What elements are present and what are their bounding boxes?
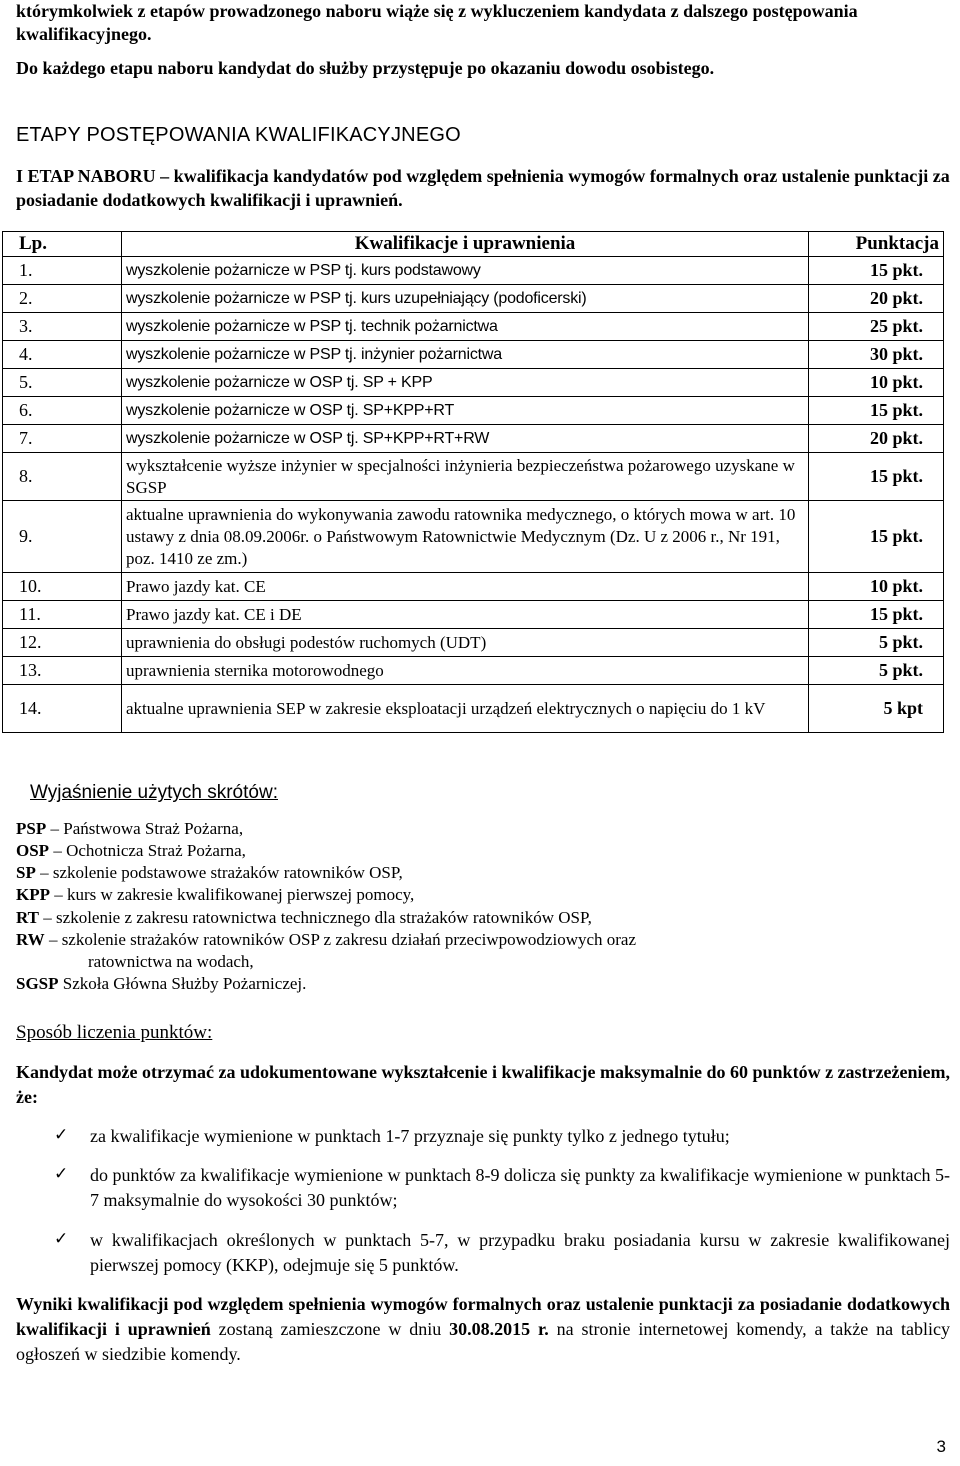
- header-qualifications: Kwalifikacje i uprawnienia: [122, 231, 809, 257]
- table-row: [3, 601, 944, 629]
- abbreviation-key: SP: [16, 863, 36, 883]
- calc-rule-text: za kwalifikacje wymienione w punktach 1-7 przyznaje się punkty tylko z jednego tytułu;: [90, 1125, 730, 1146]
- calc-rule: [16, 1228, 950, 1278]
- results-announcement: [16, 1292, 950, 1368]
- abbreviations-list: [16, 818, 950, 995]
- row-number: 9.: [3, 501, 122, 573]
- table-row: [3, 369, 944, 397]
- row-number: 10.: [3, 573, 122, 601]
- intro-id-note: Do każdego etapu naboru kandydat do służby przystępuje po okazaniu dowodu osobistego.: [16, 57, 715, 78]
- table-row: [3, 629, 944, 657]
- row-number: 1.: [3, 257, 122, 285]
- row-number: 14.: [3, 685, 122, 733]
- row-qualification: wyszkolenie pożarnicze w PSP tj. kurs uzupełniający (podoficerski): [122, 285, 809, 313]
- row-qualification: uprawnienia sternika motorowodnego: [122, 657, 809, 685]
- page-number: 3: [936, 1436, 946, 1456]
- calc-rules-list: [16, 1124, 950, 1278]
- row-points: 30 pkt.: [809, 341, 944, 369]
- checkmark-icon: ✓: [54, 1228, 69, 1249]
- table-row: [3, 573, 944, 601]
- abbreviation-key: RW: [16, 929, 45, 949]
- abbreviation-text: Szkoła Główna Służby Pożarniczej.: [62, 973, 307, 993]
- row-qualification: wyszkolenie pożarnicze w PSP tj. technik pożarnictwa: [122, 313, 809, 341]
- abbreviation-item: [16, 884, 950, 906]
- abbreviation-item: [16, 818, 950, 840]
- calc-rule-text: w kwalifikacjach określonych w punktach 5-7, w przypadku braku posiadania kursu w zakresie kwalifikowanej pierwszej pomocy (KKP), odejmuje się 5 punktów.: [90, 1229, 950, 1275]
- calc-intro: Kandydat może otrzymać za udokumentowane wykształcenie i kwalifikacje maksymalnie do 60 punktów z zastrzeżeniem, że:: [16, 1061, 950, 1107]
- section-title: ETAPY POSTĘPOWANIA KWALIFIKACYJNEGO: [16, 124, 461, 147]
- row-points: 10 pkt.: [809, 369, 944, 397]
- table-row: [3, 285, 944, 313]
- row-points: 20 pkt.: [809, 425, 944, 453]
- etap-1-description: I ETAP NABORU – kwalifikacja kandydatów pod względem spełnienia wymogów formalnych oraz ustalenie punktacji za posiadanie dodatkowych kwalifikacji i uprawnień.: [16, 166, 950, 211]
- row-number: 2.: [3, 285, 122, 313]
- row-qualification: aktualne uprawnienia SEP w zakresie eksploatacji urządzeń elektrycznych o napięciu do 1 kV: [122, 685, 809, 733]
- abbreviation-text: – Ochotnicza Straż Pożarna,: [53, 841, 246, 861]
- row-qualification: Prawo jazdy kat. CE i DE: [122, 601, 809, 629]
- row-number: 11.: [3, 601, 122, 629]
- checkmark-icon: ✓: [54, 1164, 69, 1185]
- row-qualification: wyszkolenie pożarnicze w PSP tj. inżynier pożarnictwa: [122, 341, 809, 369]
- abbreviation-item: [16, 907, 950, 929]
- row-points: 15 pkt.: [809, 501, 944, 573]
- row-points: 15 pkt.: [809, 257, 944, 285]
- row-qualification: wyszkolenie pożarnicze w OSP tj. SP+KPP+RT: [122, 397, 809, 425]
- row-points: 5 pkt.: [809, 657, 944, 685]
- abbreviation-item: [16, 929, 950, 951]
- row-points: 15 pkt.: [809, 397, 944, 425]
- row-number: 4.: [3, 341, 122, 369]
- row-number: 3.: [3, 313, 122, 341]
- calc-rule: [16, 1163, 950, 1213]
- row-qualification: wykształcenie wyższe inżynier w specjalności inżynieria bezpieczeństwa pożarowego uzyskane w SGSP: [122, 453, 809, 501]
- row-number: 5.: [3, 369, 122, 397]
- table-row: [3, 257, 944, 285]
- row-points: 20 pkt.: [809, 285, 944, 313]
- header-lp: Lp.: [3, 231, 122, 257]
- table-row: [3, 313, 944, 341]
- abbreviation-text: – kurs w zakresie kwalifikowanej pierwszej pomocy,: [54, 885, 415, 905]
- row-qualification: Prawo jazdy kat. CE: [122, 573, 809, 601]
- results-rest: na stronie internetowej komendy, a także na tablicy ogłoszeń w siedzibie komendy.: [16, 1319, 950, 1365]
- abbreviation-text: – szkolenie z zakresu ratownictwa technicznego dla strażaków ratowników OSP,: [43, 907, 592, 927]
- abbreviation-key: KPP: [16, 885, 50, 905]
- table-row: [3, 685, 944, 733]
- row-number: 7.: [3, 425, 122, 453]
- abbreviation-key: PSP: [16, 819, 47, 839]
- row-points: 25 pkt.: [809, 313, 944, 341]
- table-row: [3, 341, 944, 369]
- calc-rule: [16, 1124, 950, 1149]
- abbreviation-item: [16, 840, 950, 862]
- row-points: 15 pkt.: [809, 601, 944, 629]
- row-points: 5 kpt: [809, 685, 944, 733]
- results-date: 30.08.2015 r.: [449, 1319, 549, 1340]
- row-qualification: aktualne uprawnienia do wykonywania zawodu ratownika medycznego, o których mowa w art. 10 ustawy z dnia 08.09.2006r. o Państwowym Ratownictwie Medycznym (Dz. U z 2006 r., Nr 191, poz. 1410 ze zm.): [122, 501, 809, 573]
- row-number: 8.: [3, 453, 122, 501]
- row-qualification: wyszkolenie pożarnicze w PSP tj. kurs podstawowy: [122, 257, 809, 285]
- abbreviation-key: OSP: [16, 841, 50, 861]
- row-number: 12.: [3, 629, 122, 657]
- calc-title: Sposób liczenia punktów:: [16, 1021, 213, 1043]
- row-qualification: wyszkolenie pożarnicze w OSP tj. SP+KPP+RT+RW: [122, 425, 809, 453]
- abbreviation-item: [16, 973, 950, 995]
- row-points: 10 pkt.: [809, 573, 944, 601]
- results-middle: zostaną zamieszczone w dniu: [210, 1319, 450, 1340]
- abbreviation-key: SGSP: [16, 973, 59, 993]
- row-number: 6.: [3, 397, 122, 425]
- abbreviation-text: – szkolenie podstawowe strażaków ratowników OSP,: [40, 863, 403, 883]
- intro-paragraph: którymkolwiek z etapów prowadzonego naboru wiąże się z wykluczeniem kandydata z dalszego postępowania kwalifikacyjnego.: [16, 1, 858, 45]
- row-number: 13.: [3, 657, 122, 685]
- abbreviation-key: RT: [16, 907, 40, 927]
- abbreviation-text: – szkolenie strażaków ratowników OSP z zakresu działań przeciwpowodziowych oraz: [48, 929, 637, 949]
- abbreviation-item: [16, 862, 950, 884]
- table-row: [3, 397, 944, 425]
- row-qualification: wyszkolenie pożarnicze w OSP tj. SP + KPP: [122, 369, 809, 397]
- checkmark-icon: ✓: [54, 1124, 69, 1145]
- row-points: 5 pkt.: [809, 629, 944, 657]
- abbreviation-continuation: ratownictwa na wodach,: [88, 951, 254, 971]
- table-row: [3, 453, 944, 501]
- row-points: 15 pkt.: [809, 453, 944, 501]
- header-points: Punktacja: [809, 231, 944, 257]
- table-row: [3, 425, 944, 453]
- table-row: [3, 657, 944, 685]
- results-bold: Wyniki kwalifikacji pod względem spełnienia wymogów formalnych oraz ustalenie punktacji za posiadanie dodatkowych kwalifikacji i uprawnień: [16, 1293, 950, 1340]
- qualifications-table: [2, 231, 944, 734]
- table-row: [3, 501, 944, 573]
- abbreviation-text: – Państwowa Straż Pożarna,: [50, 819, 244, 839]
- calc-rule-text: do punktów za kwalifikacje wymienione w punktach 8-9 dolicza się punkty za kwalifikacje wymienione w punktach 5-7 maksymalnie do wysokości 30 punktów;: [90, 1165, 950, 1211]
- abbreviations-title: Wyjaśnienie użytych skrótów:: [30, 782, 278, 804]
- row-qualification: uprawnienia do obsługi podestów ruchomych (UDT): [122, 629, 809, 657]
